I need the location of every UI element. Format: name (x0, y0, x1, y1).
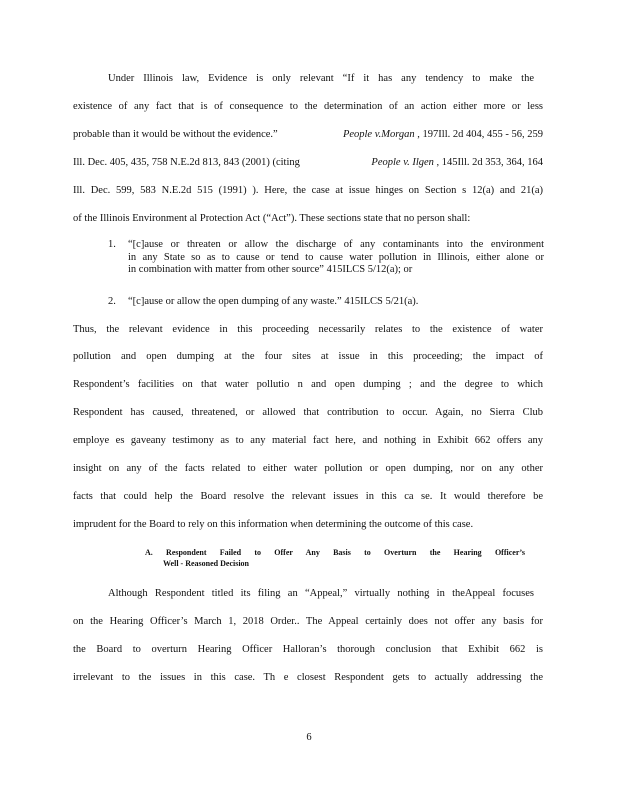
section-heading-a-line-1: A. Respondent Failed to Offer Any Basis to Overturn the Hearing Officer’s (145, 548, 525, 557)
section-heading-a-line-2: Well - Reasoned Decision (163, 559, 249, 568)
paragraph-3-line-2: on the Hearing Officer’s March 1, 2018 Order.. The Appeal certainly does not offer any basis for (73, 616, 543, 627)
paragraph-3-line-4: irrelevant to the issues in this case. Th e closest Respondent gets to actually addressing the (73, 672, 543, 683)
paragraph-2-line-3: Respondent’s facilities on that water pollutio n and open dumping ; and the degree to which (73, 379, 543, 390)
citation-tail-morgan: , 197Ill. 2d 404, 455 - 56, 259 (414, 129, 543, 140)
paragraph-1-line-4-citation (371, 156, 543, 170)
citation-tail-ilgen: , 145Ill. 2d 353, 364, 164 (433, 157, 543, 168)
case-name-people-v-ilgen: People v. Ilgen (371, 157, 434, 168)
list-item-1-number: 1. (108, 239, 116, 250)
section-heading-a (145, 547, 525, 569)
list-item-1-line-2: in any State so as to cause or tend to cause water pollution in Illinois, either alone or (128, 251, 544, 263)
paragraph-1-line-6: of the Illinois Environment al Protection Act (“Act”). These sections state that no person shall: (73, 213, 471, 224)
paragraph-1-line-1: Under Illinois law, Evidence is only relevant “If it has any tendency to make the (108, 73, 534, 84)
paragraph-3-line-1: Although Respondent titled its filing an “Appeal,” virtually nothing in theAppeal focuses (108, 588, 534, 599)
paragraph-2-line-8: imprudent for the Board to rely on this information when determining the outcome of this case. (73, 519, 474, 530)
page-number: 6 (306, 732, 312, 743)
list-item-1-line-3: in combination with matter from other source” 415ILCS 5/12(a); or (128, 264, 413, 275)
case-name-people-v-morgan: People v.Morgan (342, 129, 415, 140)
paragraph-1-line-3-citation (343, 128, 543, 142)
paragraph-2-line-4: Respondent has caused, threatened, or allowed that contribution to occur. Again, no Sierra Club (73, 407, 543, 418)
paragraph-2-line-2: pollution and open dumping at the four sites at issue in this proceeding; the impact of (73, 351, 543, 362)
paragraph-1-line-5: Ill. Dec. 599, 583 N.E.2d 515 (1991) ). Here, the case at issue hinges on Section s 12(a) and 21(a) (73, 185, 543, 196)
paragraph-1-line-4-text: Ill. Dec. 405, 435, 758 N.E.2d 813, 843 (2001) (citing (73, 157, 300, 168)
paragraph-2-line-5: employe es gaveany testimony as to any material fact here, and nothing in Exhibit 662 offers any (73, 435, 543, 446)
paragraph-1-line-2: existence of any fact that is of consequence to the determination of an action either more or less (73, 101, 543, 112)
list-item-2-text (128, 296, 544, 309)
list-item-2-line-1: “[c]ause or allow the open dumping of any waste.” 415ILCS 5/21(a). (128, 296, 419, 307)
paragraph-3-line-3: the Board to overturn Hearing Officer Halloran’s thorough conclusion that Exhibit 662 is (73, 644, 543, 655)
paragraph-1-line-3-text: probable than it would be without the evidence.” (73, 129, 278, 140)
list-item-1-line-1: “[c]ause or threaten or allow the discharge of any contaminants into the environment (128, 239, 544, 250)
paragraph-1-line-3 (73, 128, 543, 142)
paragraph-1-line-4 (73, 156, 543, 170)
paragraph-2-line-6: insight on any of the facts related to either water pollution or open dumping, nor on any other (73, 463, 543, 474)
list-item-2-number: 2. (108, 296, 116, 307)
paragraph-2-line-1: Thus, the relevant evidence in this proceeding necessarily relates to the existence of water (73, 324, 543, 335)
paragraph-2-line-7: facts that could help the Board resolve the relevant issues in this ca se. It would therefore be (73, 491, 543, 502)
list-item-1-text (128, 239, 544, 277)
